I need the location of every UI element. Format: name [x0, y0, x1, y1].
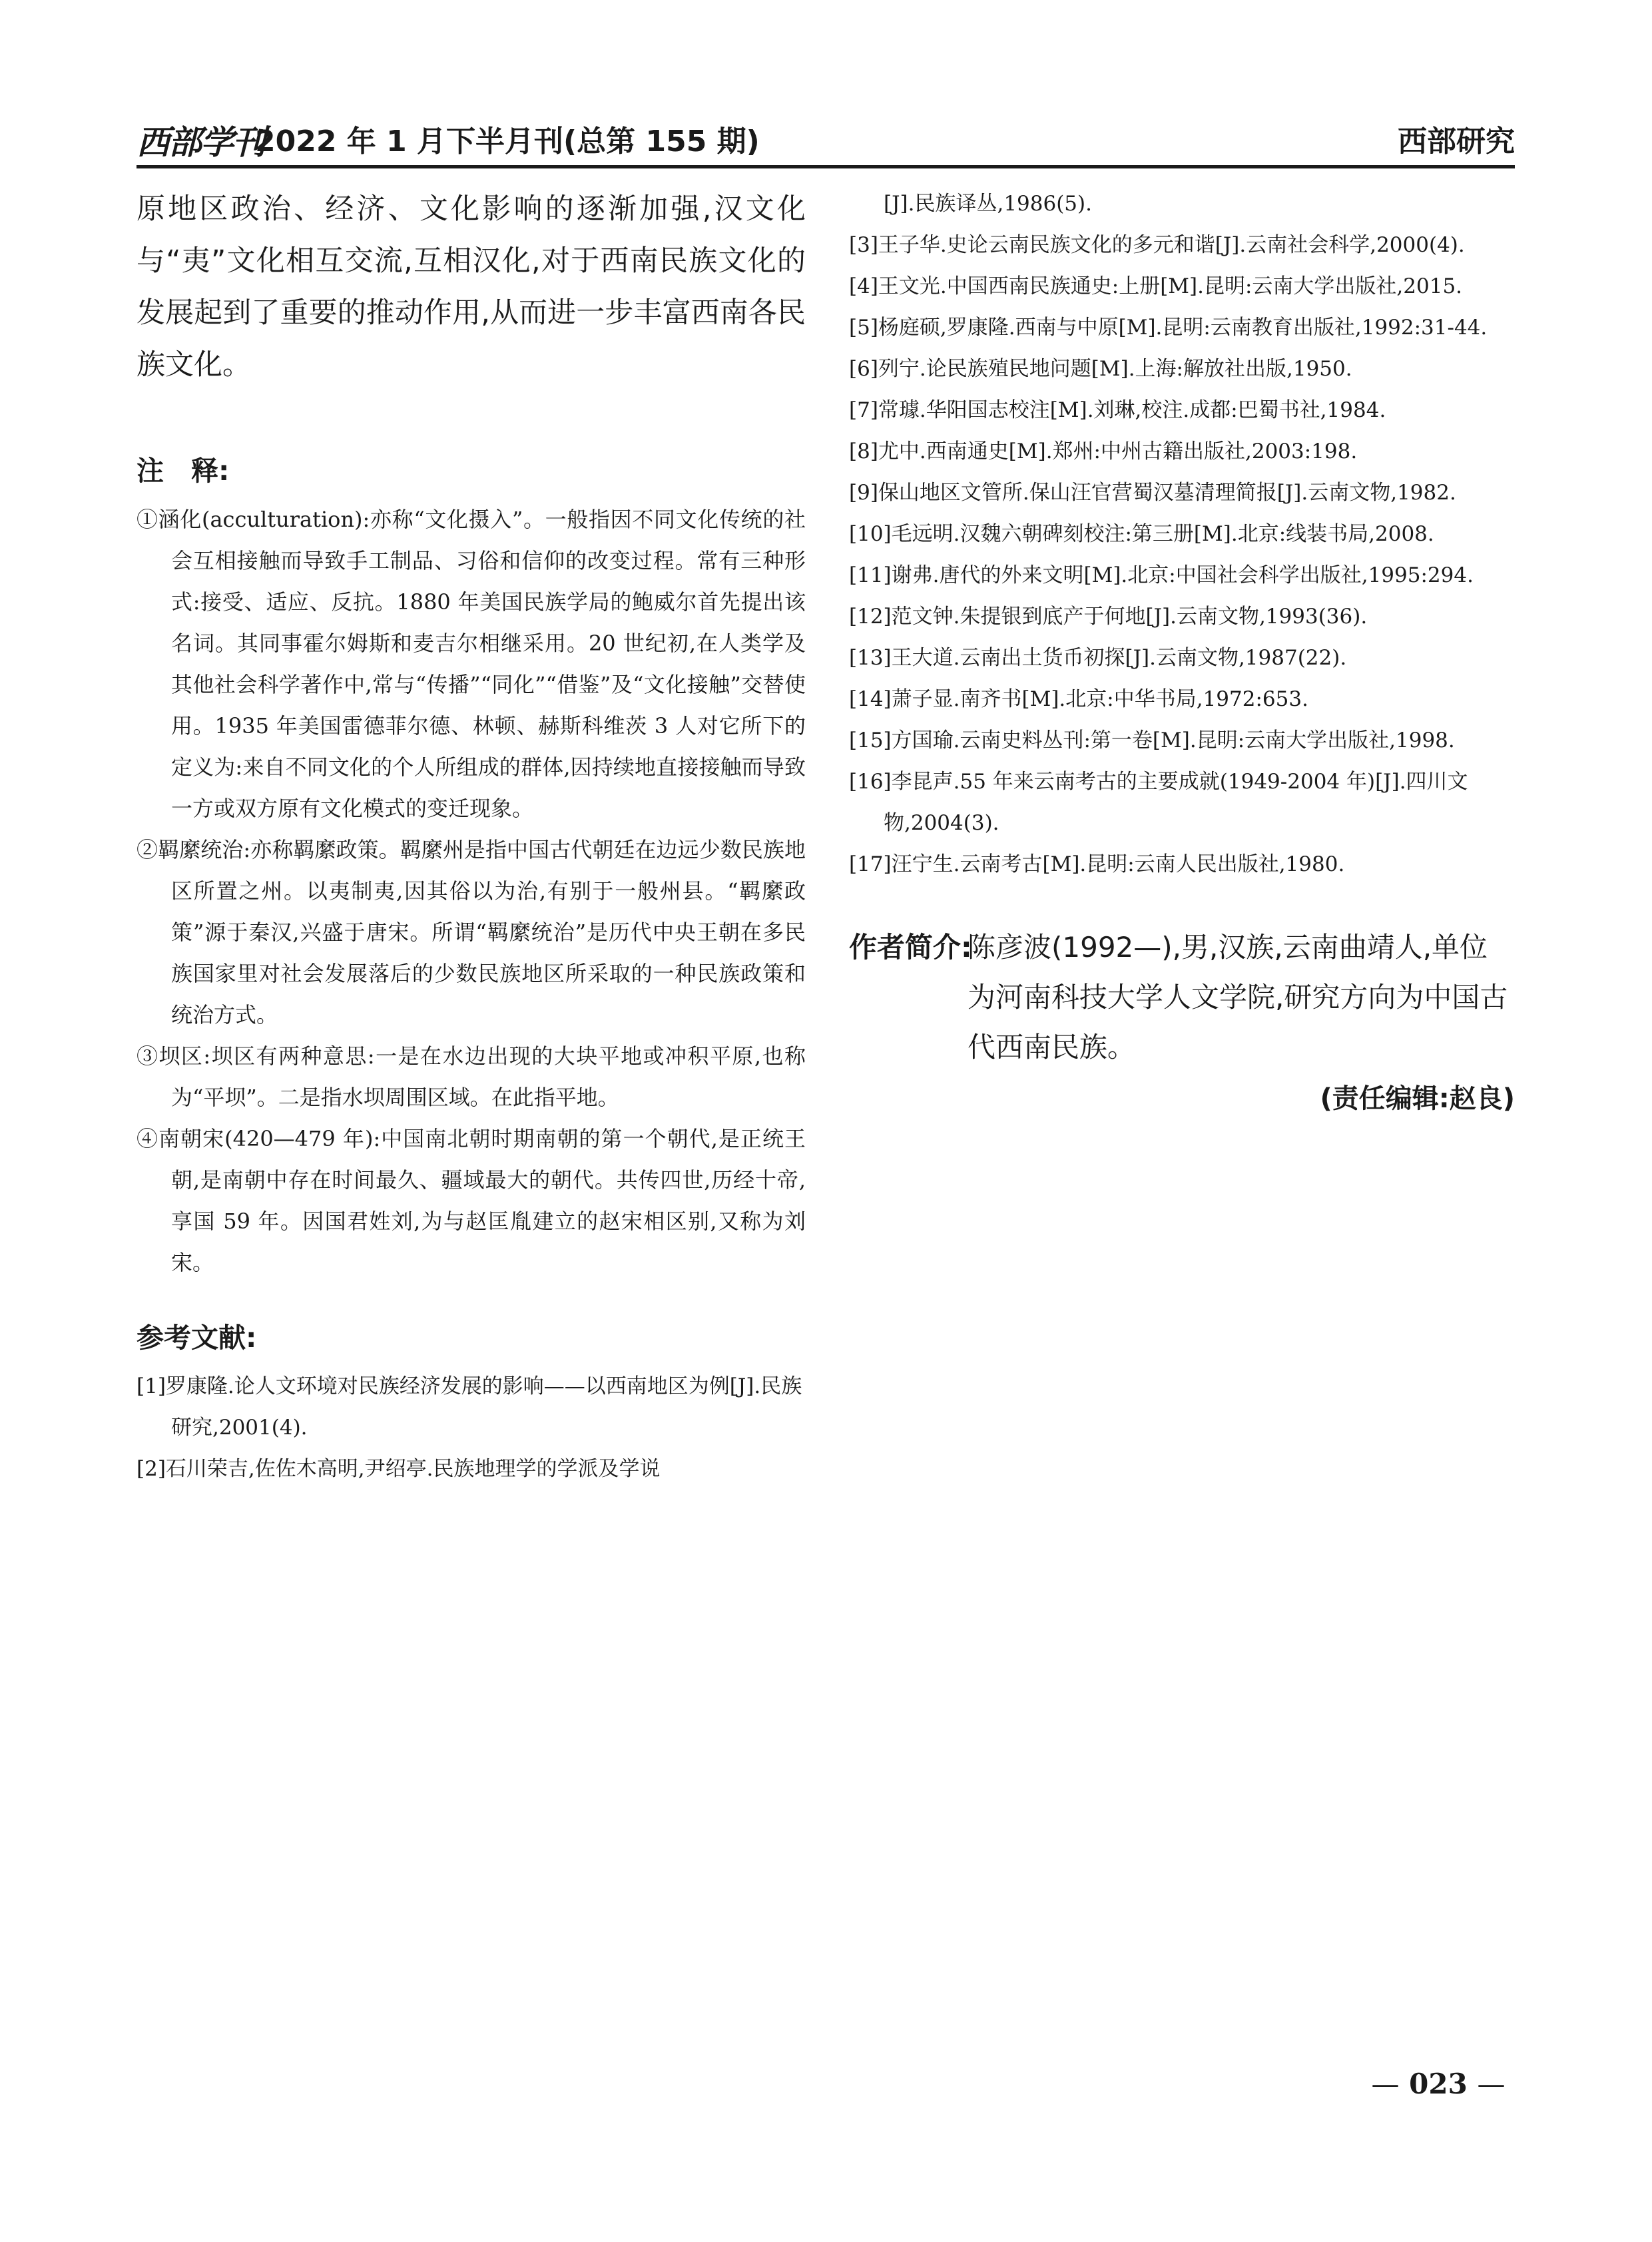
notes-heading: 注 释:: [137, 455, 230, 487]
note-item: ①涵化(acculturation):亦称“文化摄入”。一般指因不同文化传统的社会互相接触而导致手工制品、习俗和信仰的改变过程。常有三种形式:接受、适应、反抗。1880 年美国民族学局的鲍威尔首先提出该名词。其同事霍尔姆斯和麦吉尔相继采用。20 世纪初,在人类学及其他社会科学著作中,常与“传播”“同化”“借鉴”及“文化接触”交替使用。1935 年美国雷德菲尔德、林顿、赫斯科维茨 3 人对它所下的定义为:来自不同文化的个人所组成的群体,因持续地直接接触而导致一方或双方原有文化模式的变迁现象。: [137, 507, 806, 821]
reference-item: [12]范文钟.朱提银到底产于何地[J].云南文物,1993(36).: [849, 605, 1368, 629]
reference-item: [2]石川荣吉,佐佐木高明,尹绍亭.民族地理学的学派及学说: [137, 1457, 661, 1481]
reference-item: [6]列宁.论民族殖民地问题[M].上海:解放社出版,1950.: [849, 357, 1352, 381]
author-bio-text: 陈彦波(1992—),男,汉族,云南曲靖人,单位为河南科技大学人文学院,研究方向为中国古代西南民族。: [967, 931, 1508, 1063]
reference-item: [3]王子华.史论云南民族文化的多元和谐[J].云南社会科学,2000(4).: [849, 233, 1465, 257]
reference-item: [17]汪宁生.云南考古[M].昆明:云南人民出版社,1980.: [849, 852, 1345, 876]
references-list-right: [849, 183, 1515, 885]
author-bio-label: 作者简介:: [849, 931, 972, 964]
issue-info: 2022 年 1 月下半月刊(总第 155 期): [255, 125, 760, 158]
section-title: 西部研究: [1398, 125, 1515, 158]
reference-item: [10]毛远明.汉魏六朝碑刻校注:第三册[M].北京:线装书局,2008.: [849, 522, 1434, 546]
note-item: ②羁縻统治:亦称羁縻政策。羁縻州是指中国古代朝廷在边远少数民族地区所置之州。以夷制夷,因其俗以为治,有别于一般州县。“羁縻政策”源于秦汉,兴盛于唐宋。所谓“羁縻统治”是历代中央王朝在多民族国家里对社会发展落后的少数民族地区所采取的一种民族政策和统治方式。: [137, 837, 806, 1027]
page-number-footer: [1358, 2068, 1518, 2100]
reference-item: [7]常璩.华阳国志校注[M].刘琳,校注.成都:巴蜀书社,1984.: [849, 398, 1386, 422]
note-item: ③坝区:坝区有两种意思:一是在水边出现的大块平地或冲积平原,也称为“平坝”。二是指水坝周围区域。在此指平地。: [137, 1043, 806, 1110]
reference-item-continued: [J].民族译丛,1986(5).: [884, 192, 1092, 216]
header-rule: [137, 165, 1515, 168]
reference-item: [4]王文光.中国西南民族通史:上册[M].昆明:云南大学出版社,2015.: [849, 274, 1463, 298]
notes-list: [137, 499, 806, 1283]
responsible-editor: (责任编辑:赵良): [1320, 1083, 1515, 1114]
author-bio: [849, 922, 1515, 1072]
references-heading: 参考文献:: [137, 1322, 257, 1354]
reference-item: [1]罗康隆.论人文环境对民族经济发展的影响——以西南地区为例[J].民族研究,2001(4).: [137, 1374, 802, 1440]
note-item: ④南朝宋(420—479 年):中国南北朝时期南朝的第一个朝代,是正统王朝,是南朝中存在时间最久、疆域最大的朝代。共传四世,历经十帝,享国 59 年。因国君姓刘,为与赵匡胤建立的赵宋相区别,又称为刘宋。: [137, 1126, 806, 1275]
reference-item: [11]谢弗.唐代的外来文明[M].北京:中国社会科学出版社,1995:294.: [849, 563, 1474, 587]
page-number-dash-left: —: [1371, 2068, 1400, 2100]
body-paragraph: 原地区政治、经济、文化影响的逐渐加强,汉文化与“夷”文化相互交流,互相汉化,对于西南民族文化的发展起到了重要的推动作用,从而进一步丰富西南各民族文化。: [137, 192, 806, 382]
reference-item: [9]保山地区文管所.保山汪官营蜀汉墓清理简报[J].云南文物,1982.: [849, 481, 1456, 505]
page-number: 023: [1409, 2068, 1468, 2100]
reference-item: [8]尤中.西南通史[M].郑州:中州古籍出版社,2003:198.: [849, 439, 1358, 463]
running-header: [137, 113, 1515, 161]
right-column: [849, 183, 1515, 1115]
reference-item: [15]方国瑜.云南史料丛刊:第一卷[M].昆明:云南大学出版社,1998.: [849, 728, 1455, 752]
reference-item: [5]杨庭硕,罗康隆.西南与中原[M].昆明:云南教育出版社,1992:31-44.: [849, 316, 1488, 340]
page-number-dash-right: —: [1477, 2068, 1506, 2100]
journal-logo: 西部学刊: [137, 123, 264, 162]
reference-item: [16]李昆声.55 年来云南考古的主要成就(1949-2004 年)[J].四川文物,2004(3).: [849, 770, 1468, 835]
reference-item: [13]王大道.云南出土货币初探[J].云南文物,1987(22).: [849, 646, 1347, 670]
left-column: [137, 183, 806, 1490]
reference-item: [14]萧子显.南齐书[M].北京:中华书局,1972:653.: [849, 687, 1308, 711]
references-list-left: [137, 1366, 806, 1490]
